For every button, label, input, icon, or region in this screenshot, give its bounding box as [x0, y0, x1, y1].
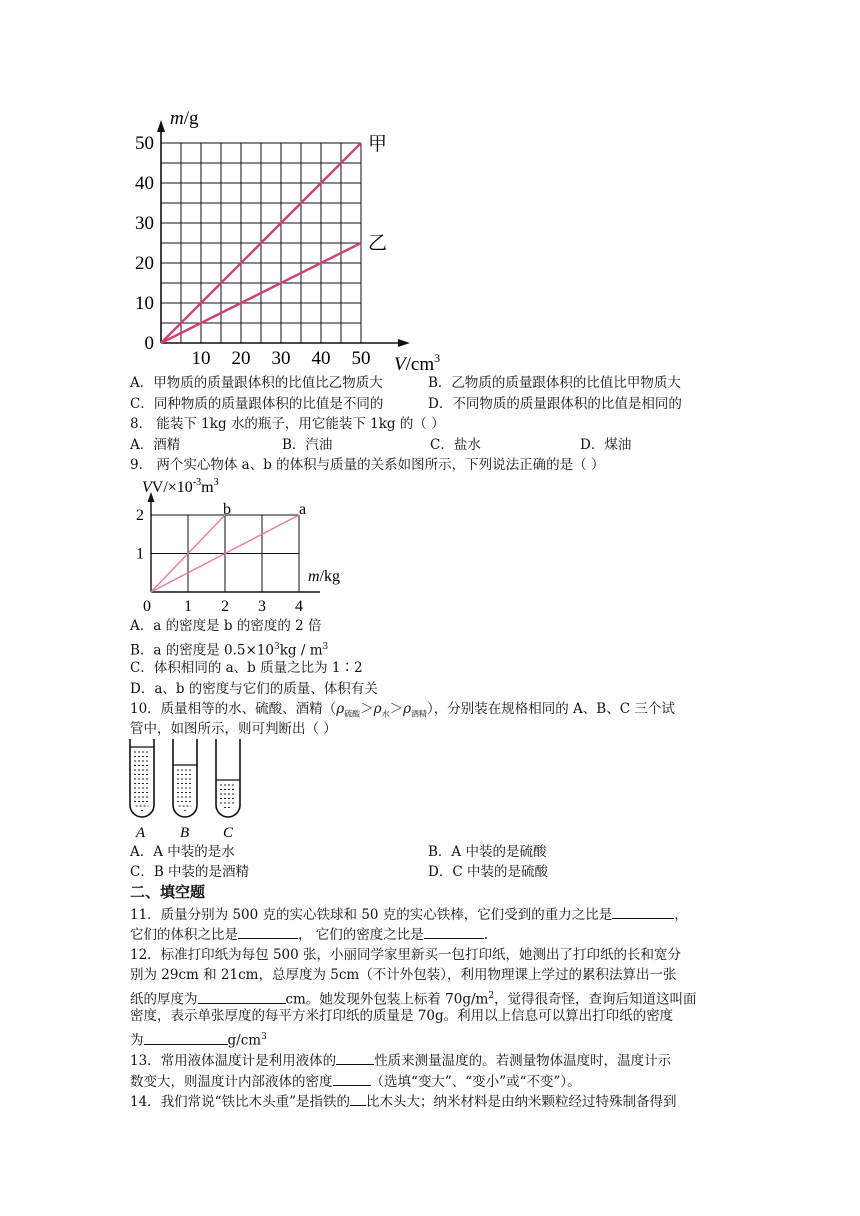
- y-axis-label: m/g: [170, 108, 199, 129]
- x-tick-label: 2: [221, 598, 229, 615]
- series-label-jia: 甲: [368, 134, 388, 155]
- series-label-a: a: [299, 501, 307, 518]
- y-tick-label: 0: [144, 333, 154, 354]
- q11-blank-3[interactable]: [424, 925, 484, 939]
- series-label-yi: 乙: [368, 233, 388, 254]
- q11-line2: 它们的体积之比是 ， 它们的密度之比是 .: [130, 927, 489, 943]
- q13-blank-2[interactable]: [333, 1072, 371, 1086]
- q10-option-d[interactable]: D．C 中装的是硫酸: [428, 864, 548, 880]
- series-label-b: b: [223, 501, 231, 518]
- y-tick-label: 1: [136, 545, 144, 563]
- q9-stem: 9． 两个实心物体 a、b 的体积与质量的关系如图所示，下列说法正确的是（ ）: [130, 457, 605, 473]
- q7-option-b[interactable]: B．乙物质的质量跟体积的比值比甲物质大: [428, 375, 681, 391]
- tube-a: [130, 739, 154, 817]
- q11-line1: 11．质量分别为 500 克的实心铁球和 50 克的实心铁棒，它们受到的重力之比是 ，: [130, 907, 688, 923]
- q10-option-a[interactable]: A．A 中装的是水: [130, 844, 235, 860]
- q12-line2: 别为 29cm 和 21cm，总厚度为 5cm（不计外包装），利用物理课上学过的累积法算出一张: [130, 967, 677, 983]
- x-tick-label: 1: [184, 598, 192, 615]
- tube-c: [216, 739, 240, 817]
- tube-label-c: C: [223, 825, 234, 841]
- test-tubes-figure: [126, 737, 256, 843]
- y-tick-label: 2: [136, 507, 144, 524]
- section-title-fill-blank: 二、填空题: [130, 883, 206, 901]
- x-axis-label: m/kg: [308, 568, 341, 585]
- x-tick-label: 0: [143, 598, 151, 615]
- volume-mass-chart: [128, 474, 358, 616]
- q9-option-d[interactable]: D．a、b 的密度与它们的质量、体积有关: [130, 681, 378, 697]
- q10-stem-line1: 10．质量相等的水、硫酸、酒精$(\rho_{硫酸}>\rho_水>\rho_{酒精})$，分别装在规格相同的 A、B、C 三个试: [130, 701, 675, 719]
- q12-blank-1[interactable]: [198, 990, 286, 1004]
- x-tick-labels: [143, 598, 303, 615]
- y-tick-label: 50: [135, 133, 154, 154]
- q13-line1: 13．常用液体温度计是利用液体的 性质来测量温度的。若测量物体温度时，温度计示: [130, 1053, 672, 1069]
- y-tick-label: 20: [135, 253, 154, 274]
- x-tick-label: 40: [311, 348, 331, 369]
- q12-blank-2[interactable]: [144, 1031, 228, 1045]
- x-axis-arrow: [398, 339, 410, 347]
- q8-option-a[interactable]: A．酒精: [130, 437, 181, 453]
- x-tick-label: 10: [191, 348, 211, 369]
- q7-option-d[interactable]: D．不同物质的质量跟体积的比值是相同的: [428, 396, 682, 412]
- mass-volume-chart: [128, 100, 468, 380]
- x-axis-label: $V/cm^3$: [394, 351, 441, 375]
- q11-blank-1[interactable]: [612, 905, 674, 919]
- y-axis-arrow: [157, 120, 165, 132]
- x-tick-label: 3: [258, 598, 266, 615]
- q13-blank-1[interactable]: [336, 1051, 374, 1065]
- q12-line1: 12．标准打印纸为每包 500 张，小丽同学家里新买一包打印纸，她测出了打印纸的长和宽分: [130, 947, 682, 963]
- q13-line2: 数变大，则温度计内部液体的密度 （选填“变大”、“变小”或“不变”）。: [130, 1074, 581, 1090]
- y-tick-labels: [135, 133, 154, 354]
- q9-option-a[interactable]: A．a 的密度是 b 的密度的 2 倍: [130, 618, 322, 634]
- q11-blank-2[interactable]: [238, 925, 298, 939]
- tube-label-a: A: [136, 825, 146, 841]
- tube-label-b: B: [180, 825, 190, 841]
- q14-line1: 14．我们常说“铁比木头重”是指铁的 比木头大；纳米材料是由纳米颗粒经过特殊制备得到: [130, 1094, 677, 1110]
- q8-option-b[interactable]: B．汽油: [282, 437, 333, 453]
- q12-line3: 纸的厚度为 cm。她发现外包装上标着 $70g/m^2$，觉得很奇怪，查询后知道这叫面: [130, 991, 697, 1008]
- q10-stem-line2: 管中，如图所示，则可判断出（ ）: [130, 721, 337, 737]
- q8-option-d[interactable]: D．煤油: [580, 437, 632, 453]
- y-tick-labels: [136, 507, 144, 563]
- x-tick-label: 20: [231, 348, 251, 369]
- y-tick-label: 10: [135, 293, 154, 314]
- q14-blank-1[interactable]: [350, 1092, 366, 1106]
- q7-option-a[interactable]: A．甲物质的质量跟体积的比值比乙物质大: [130, 375, 383, 391]
- q9-option-c[interactable]: C．体积相同的 a、b 质量之比为 1∶2: [130, 660, 363, 676]
- x-tick-label: 4: [295, 598, 303, 615]
- y-tick-label: 30: [135, 213, 154, 234]
- x-tick-labels: [192, 348, 371, 369]
- q7-option-c[interactable]: C．同种物质的质量跟体积的比值是不同的: [130, 396, 384, 412]
- q12-line4: 密度，表示单张厚度的每平方米打印纸的质量是 70g。利用以上信息可以算出打印纸的密度: [130, 1008, 674, 1024]
- q10-option-c[interactable]: C．B 中装的是酒精: [130, 864, 250, 880]
- q9-option-b[interactable]: B．a 的密度是 $0.5\times 10^3kg / m^3$: [130, 642, 329, 659]
- q12-line5: 为 $g/cm^3$: [130, 1032, 267, 1049]
- q10-option-b[interactable]: B．A 中装的是硫酸: [428, 844, 547, 860]
- q8-option-c[interactable]: C．盐水: [430, 437, 481, 453]
- q8-stem: 8． 能装下 1kg 水的瓶子，用它能装下 1kg 的（ ）: [130, 416, 445, 432]
- x-tick-label: 30: [271, 348, 291, 369]
- y-axis-label: $VV/\times 10^{-3}m^3$: [142, 477, 219, 496]
- y-tick-label: 40: [135, 173, 154, 194]
- tube-b: [173, 739, 197, 817]
- x-tick-label: 50: [351, 348, 371, 369]
